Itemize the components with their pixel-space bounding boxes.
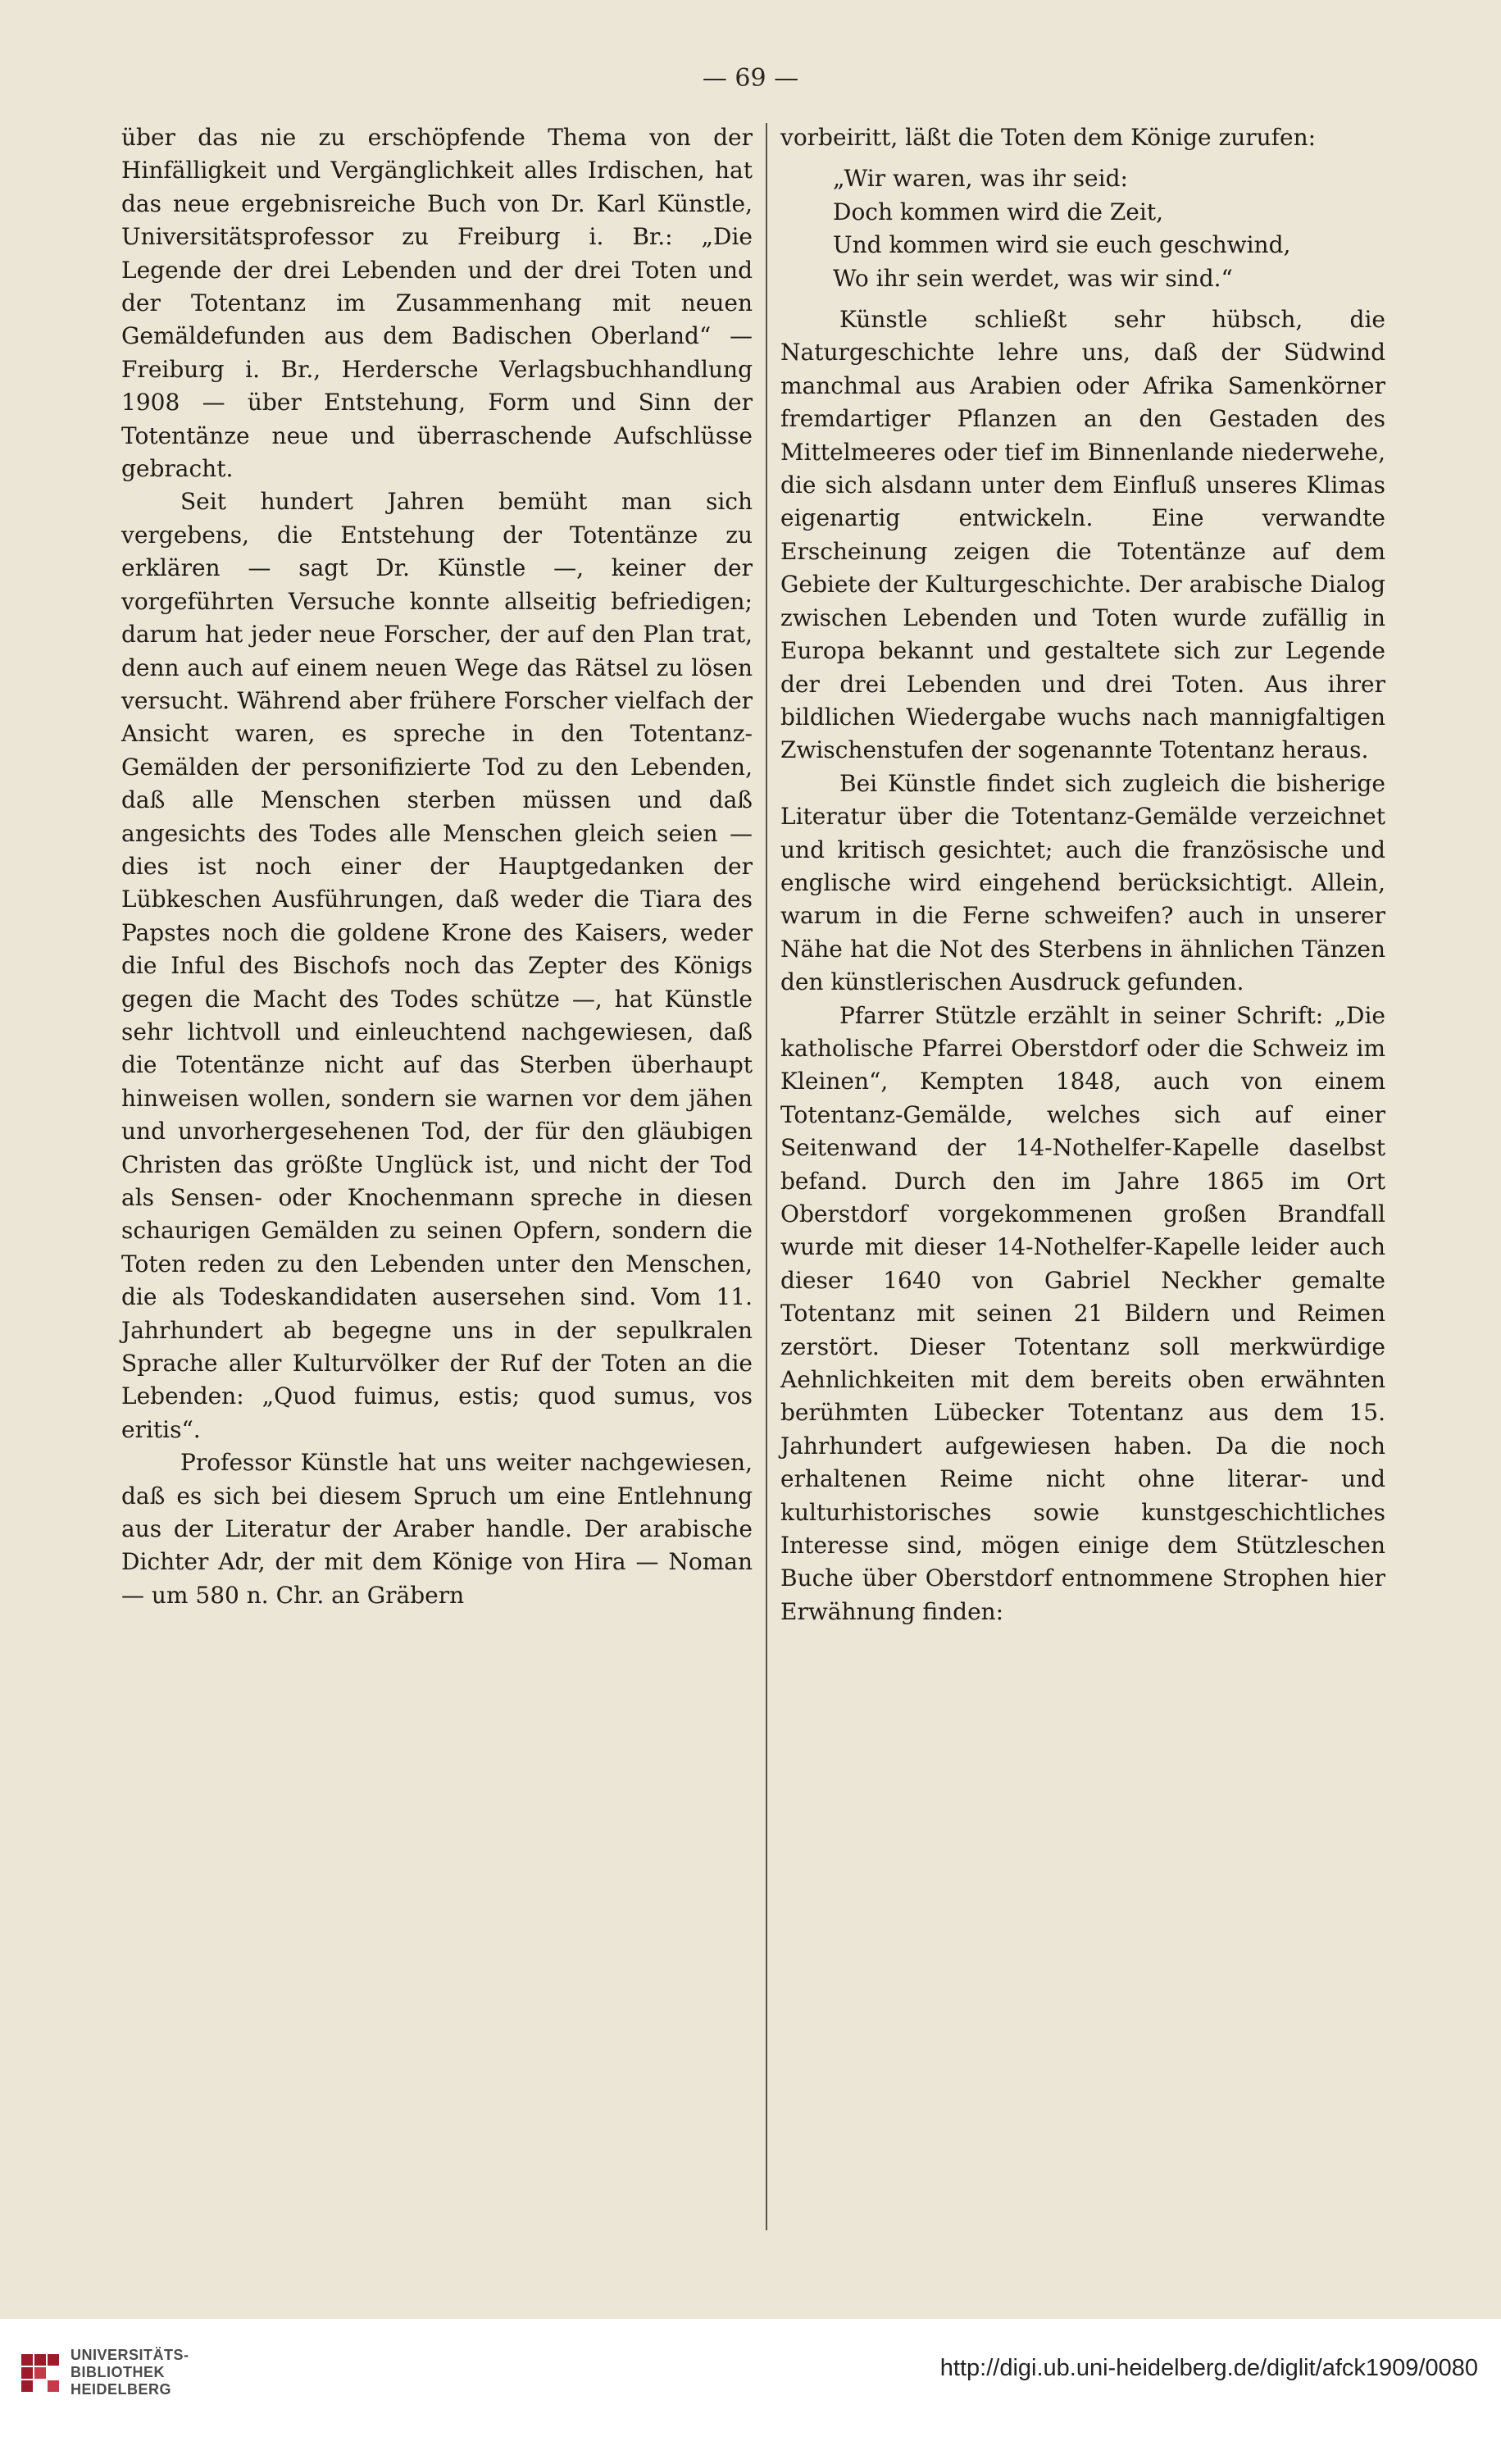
page-number: — 69 — (702, 64, 799, 93)
paragraph: über das nie zu erschöpfende Thema von der Hinfälligkeit und Vergänglichkeit alles Irdischen, hat das neue ergebnisreiche Buch von Dr. Karl Künstle, Universitätsprofessor zu Freiburg i. Br.: „Die Legende der drei Lebenden und der drei Toten und der Totentanz im Zusammenhang mit neuen Gemäldefunden aus dem Badischen Oberland“ — Freiburg i. Br., Herdersche Verlagsbuchhandlung 1908 — über Entstehung, Form und Sinn der Totentänze neue und überraschende Aufschlüsse gebracht. (121, 124, 753, 483)
logo-line: BIBLIOTHEK (71, 2364, 165, 2380)
paragraph: vorbeiritt, läßt die Toten dem Könige zurufen: (780, 124, 1317, 151)
poem (833, 162, 1385, 295)
paragraph: Pfarrer Stützle erzählt in seiner Schrift: „Die katholische Pfarrei Oberstdorf oder die Schweiz im Kleinen“, Kempten 1848, auch von einem Totentanz-Gemälde, welches sich auf einer Seitenwand der 14-Nothelfer-Kapelle daselbst befand. Durch den im Jahre 1865 im Ort Oberstdorf vorgekommenen großen Brandfall wurde mit dieser 14-Nothelfer-Kapelle leider auch dieser 1640 von Gabriel Neckher gemalte Totentanz mit seinen 21 Bildern und Reimen zerstört. Dieser Totentanz soll merkwürdige Aehnlichkeiten mit dem bereits oben erwähnten berühmten Lübecker Totentanz aus dem 15. Jahrhundert aufgewiesen haben. Da die noch erhaltenen Reime nicht ohne literar- und kulturhistorisches sowie kunstgeschichtliches Interesse sind, mögen einige dem Stützleschen Buche über Oberstdorf entnommene Strophen hier Erwähnung finden: (780, 1001, 1385, 1625)
logo-line: UNIVERSITÄTS- (71, 2347, 189, 2363)
poem-line: Doch kommen wird die Zeit, (833, 198, 1163, 225)
right-column (780, 121, 1385, 1628)
library-logo[interactable] (21, 2347, 189, 2398)
logo-line: HEIDELBERG (71, 2381, 172, 2398)
paragraph: Seit hundert Jahren bemüht man sich vergebens, die Entstehung der Totentänze zu erklären — sagt Dr. Künstle —, keiner der vorgeführten Versuche konnte allseitig befriedigen; darum hat jeder neue Forscher, der auf den Plan trat, denn auch auf einem neuen Wege das Rätsel zu lösen versucht. Während aber frühere Forscher vielfach der Ansicht waren, es spreche in den Totentanz-Gemälden der personifizierte Tod zu den Lebenden, daß alle Menschen sterben müssen und daß angesichts des Todes alle Menschen gleich seien — dies ist noch einer der Hauptgedanken der Lübkeschen Ausführungen, daß weder die Tiara des Papstes noch die goldene Krone des Kaisers, weder die Inful des Bischofs noch das Zepter des Königs gegen die Macht des Todes schütze —, hat Künstle sehr lichtvoll und einleuchtend nachgewiesen, daß die Totentänze nicht auf das Sterben überhaupt hinweisen wollen, sondern sie warnen vor dem jähen und unvorhergesehenen Tod, der für den gläubigen Christen das größte Unglück ist, und nicht der Tod als Sensen- oder Knochenmann spreche in diesen schaurigen Gemälden zu seinen Opfern, sondern die Toten reden zu den Lebenden unter den Menschen, die als Todeskandidaten ausersehen sind. Vom 11. Jahrhundert ab begegne uns in der sepulkralen Sprache aller Kulturvölker der Ruf der Toten an die Lebenden: „Quod fuimus, estis; quod sumus, vos eritis“. (121, 488, 753, 1443)
paragraph: Professor Künstle hat uns weiter nachgewiesen, daß es sich bei diesem Spruch um eine Entlehnung aus der Literatur der Araber handle. Der arabische Dichter Adr, der mit dem Könige von Hira — Noman — um 580 n. Chr. an Gräbern (121, 1449, 753, 1609)
library-logo-text (71, 2347, 189, 2398)
source-url[interactable]: http://digi.ub.uni-heidelberg.de/diglit/afck1909/0080 (939, 2355, 1478, 2381)
paragraph: Künstle schließt sehr hübsch, die Naturgeschichte lehre uns, daß der Südwind manchmal aus Arabien oder Afrika Samenkörner fremdartiger Pflanzen an den Gestaden des Mittelmeeres oder tief im Binnenlande niederwehe, die sich alsdann unter dem Einfluß unseres Klimas eigenartig entwickeln. Eine verwandte Erscheinung zeigen die Totentänze auf dem Gebiete der Kulturgeschichte. Der arabische Dialog zwischen Lebenden und Toten wurde zufällig in Europa bekannt und gestaltete sich zur Legende der drei Lebenden und drei Toten. Aus ihrer bildlichen Wiedergabe wuchs nach mannigfaltigen Zwischenstufen der sogenannte Totentanz heraus. (780, 306, 1385, 764)
poem-line: Wo ihr sein werdet, was wir sind.“ (833, 264, 1233, 292)
column-divider (766, 123, 767, 2230)
paragraph: Bei Künstle findet sich zugleich die bisherige Literatur über die Totentanz-Gemälde verzeichnet und kritisch gesichtet; auch die französische und englische wird eingehend berücksichtigt. Allein, warum in die Ferne schweifen? auch in unserer Nähe hat die Not des Sterbens in ähnlichen Tänzen den künstlerischen Ausdruck gefunden. (780, 769, 1385, 996)
footer-bar (0, 2319, 1501, 2464)
poem-line: „Wir waren, was ihr seid: (833, 165, 1128, 193)
library-logo-icon (21, 2354, 59, 2392)
left-column (121, 121, 753, 1612)
poem-line: Und kommen wird sie euch geschwind, (833, 231, 1291, 259)
